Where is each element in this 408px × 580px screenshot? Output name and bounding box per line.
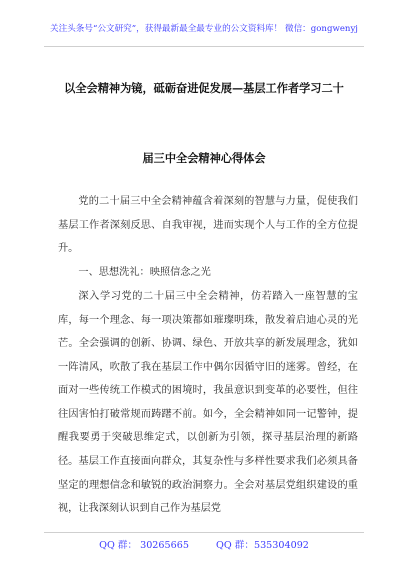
- footer-qq-group-1: QQ 群： 30265665: [99, 540, 189, 551]
- footer: [0, 537, 408, 551]
- header-divider: [44, 46, 364, 47]
- header-note: 关注头条号“公文研究”，获得最新最全最专业的公文资料库！ 微信：gongwenyj: [50, 24, 358, 34]
- section-1-paragraph-1-block: [58, 285, 358, 473]
- section-1-paragraph-2-block: [58, 450, 358, 530]
- intro-paragraph-block: [58, 190, 358, 261]
- section-heading-1: 一、思想洗礼：映照信念之光: [78, 267, 211, 278]
- intro-paragraph: 党的二十届三中全会精神蕴含着深刻的智慧与力量，促使我们基层工作者深刻反思、自我审视，进而实现个人与工作的全方位提升。: [58, 196, 358, 254]
- footer-divider: [44, 532, 364, 533]
- footer-qq-group-2: QQ 群：535304092: [216, 540, 309, 551]
- document-title-line-1: 以全会精神为镜，砥砺奋进促发展—基层工作者学习二十: [64, 81, 344, 95]
- section-1-paragraph-1: 深入学习党的二十届三中全会精神，仿若踏入一座智慧的宝库，每一个理念、每一项决策都如璀璨明珠，散发着启迪心灵的光芒。全会强调的创新、协调、绿色、开放共享的新发展理念，犹如一阵清风，吹散了我在基层工作中偶尔因循守旧的迷雾。曾经，在面对一些传统工作模式的困境时，我虽意识到变革的必要性，但往往因害怕打破常规而踌躇不前。如今，全会精神如同一记警钟，提醒我要勇于突破思维定式，以创新为引领，探寻基层治理的新路径。: [58, 291, 358, 467]
- document-title-line-2: 届三中全会精神心得体会: [142, 151, 266, 165]
- section-1-paragraph-2: 基层工作直接面向群众，其复杂性与多样性要求我们必须具备坚定的理想信念和敏锐的政治洞察力。全会对基层党组织建设的重视，让我深刻认识到自己作为基层党: [58, 456, 358, 514]
